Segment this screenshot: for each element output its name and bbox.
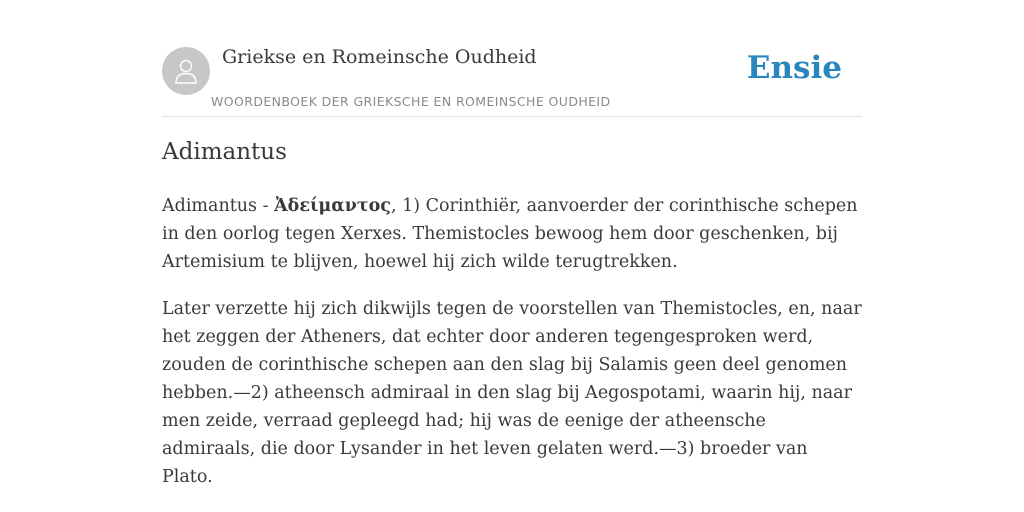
entry-body <box>162 192 862 510</box>
entry-paragraph-1 <box>162 192 862 276</box>
site-title[interactable]: Griekse en Romeinsche Oudheid <box>222 46 537 68</box>
entry-paragraph-1-rest: , 1) Corinthiër, aanvoerder der corinthische schepen in den oorlog tegen Xerxes. Themistocles bewoog hem door geschenken, bij Artemisium te blijven, hoewel hij zich wilde terugtrekken. <box>162 196 858 272</box>
greek-term: Ἀδείμαντος <box>274 196 391 216</box>
entry-lead: Adimantus - <box>162 196 275 216</box>
header <box>162 44 862 117</box>
site-subtitle: WOORDENBOEK DER GRIEKSCHE EN ROMEINSCHE OUDHEID <box>211 94 611 109</box>
avatar[interactable] <box>162 47 210 95</box>
user-icon <box>171 56 201 86</box>
entry-title: Adimantus <box>162 139 287 165</box>
brand-logo[interactable]: Ensie <box>746 50 842 86</box>
entry-paragraph-2: Later verzette hij zich dikwijls tegen de voorstellen van Themistocles, en, naar het zeggen der Atheners, dat echter door anderen tegengesproken werd, zouden de corinthische schepen aan den slag bij Salamis geen deel genomen hebben.—2) atheensch admiraal in den slag bij Aegospotami, waarin hij, naar men zeide, verraad gepleegd had; hij was de eenige der atheensche admiraals, die door Lysander in het leven gelaten werd.—3) broeder van Plato. <box>162 299 862 487</box>
